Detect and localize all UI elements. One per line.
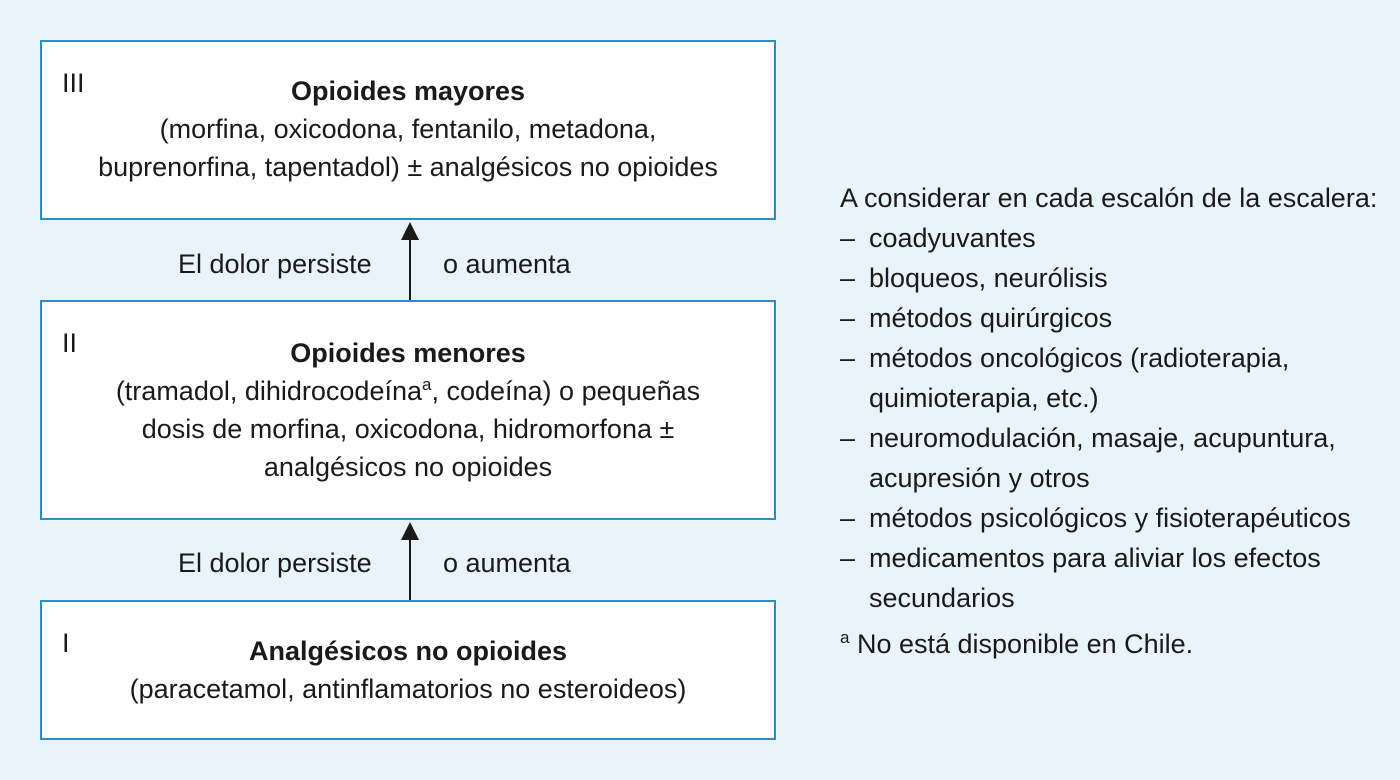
arrow-lower-head [401, 522, 419, 540]
list-item [840, 418, 1380, 498]
step-2-line-1 [42, 372, 774, 410]
list-item [840, 538, 1380, 618]
step-2-content [42, 334, 774, 486]
considerations-list [840, 218, 1380, 618]
list-item-text: coadyuvantes [869, 223, 1036, 253]
list-dash: – [840, 223, 856, 253]
list-item-text: métodos oncológicos (radioterapia, quimioterapia, etc.) [869, 343, 1290, 413]
footnote [840, 624, 1380, 664]
step-2-footnote-mark: a [422, 375, 432, 394]
list-dash: – [840, 303, 856, 333]
list-item [840, 258, 1380, 298]
list-item [840, 298, 1380, 338]
transition-lower-left-label: El dolor persiste [178, 548, 372, 578]
list-item [840, 218, 1380, 258]
list-item-text: medicamentos para aliviar los efectos secundarios [869, 543, 1321, 613]
list-dash: – [840, 423, 856, 453]
list-item-text: neuromodulación, masaje, acupuntura, acupresión y otros [869, 423, 1336, 493]
list-dash: – [840, 263, 856, 293]
step-2-numeral: II [62, 328, 78, 358]
list-dash: – [840, 343, 856, 373]
transition-upper-right-label: o aumenta [443, 249, 571, 279]
transition-upper-left-label: El dolor persiste [178, 249, 372, 279]
transition-lower-right-label: o aumenta [443, 548, 571, 578]
step-2-line-1-post: , codeína) o pequeñas [431, 376, 701, 406]
step-3-numeral: III [62, 68, 85, 98]
list-item [840, 498, 1380, 538]
considerations-heading: A considerar en cada escalón de la escalera: [840, 183, 1378, 213]
step-2-title: Opioides menores [290, 338, 526, 368]
list-dash: – [840, 543, 856, 573]
considerations-panel [840, 178, 1380, 664]
step-3-content [42, 72, 774, 186]
list-item [840, 338, 1380, 418]
arrow-upper [401, 222, 419, 300]
step-1-line-1: (paracetamol, antinflamatorios no esteroideos) [129, 674, 687, 704]
list-item-text: bloqueos, neurólisis [869, 263, 1108, 293]
step-2-line-3: analgésicos no opioides [263, 452, 553, 482]
list-item-text: métodos quirúrgicos [869, 303, 1113, 333]
list-dash: – [840, 503, 856, 533]
step-1-title: Analgésicos no opioides [248, 636, 568, 666]
step-2-line-2: dosis de morfina, oxicodona, hidromorfona ± [141, 414, 675, 444]
footnote-mark: a [840, 628, 850, 647]
step-1-content [42, 632, 774, 708]
footnote-text: No está disponible en Chile. [849, 629, 1194, 659]
step-1-numeral: I [62, 628, 70, 658]
step-2-line-1-pre: (tramadol, dihidrocodeína [115, 376, 422, 406]
step-3-box [40, 40, 776, 220]
step-2-box [40, 300, 776, 520]
arrow-upper-head [401, 222, 419, 240]
step-3-line-1: (morfina, oxicodona, fentanilo, metadona, [159, 114, 657, 144]
list-item-text: métodos psicológicos y fisioterapéuticos [869, 503, 1351, 533]
step-1-box [40, 600, 776, 740]
arrow-lower [401, 522, 419, 600]
step-3-line-2: buprenorfina, tapentadol) ± analgésicos no opioides [98, 152, 718, 182]
step-3-title: Opioides mayores [290, 76, 526, 106]
